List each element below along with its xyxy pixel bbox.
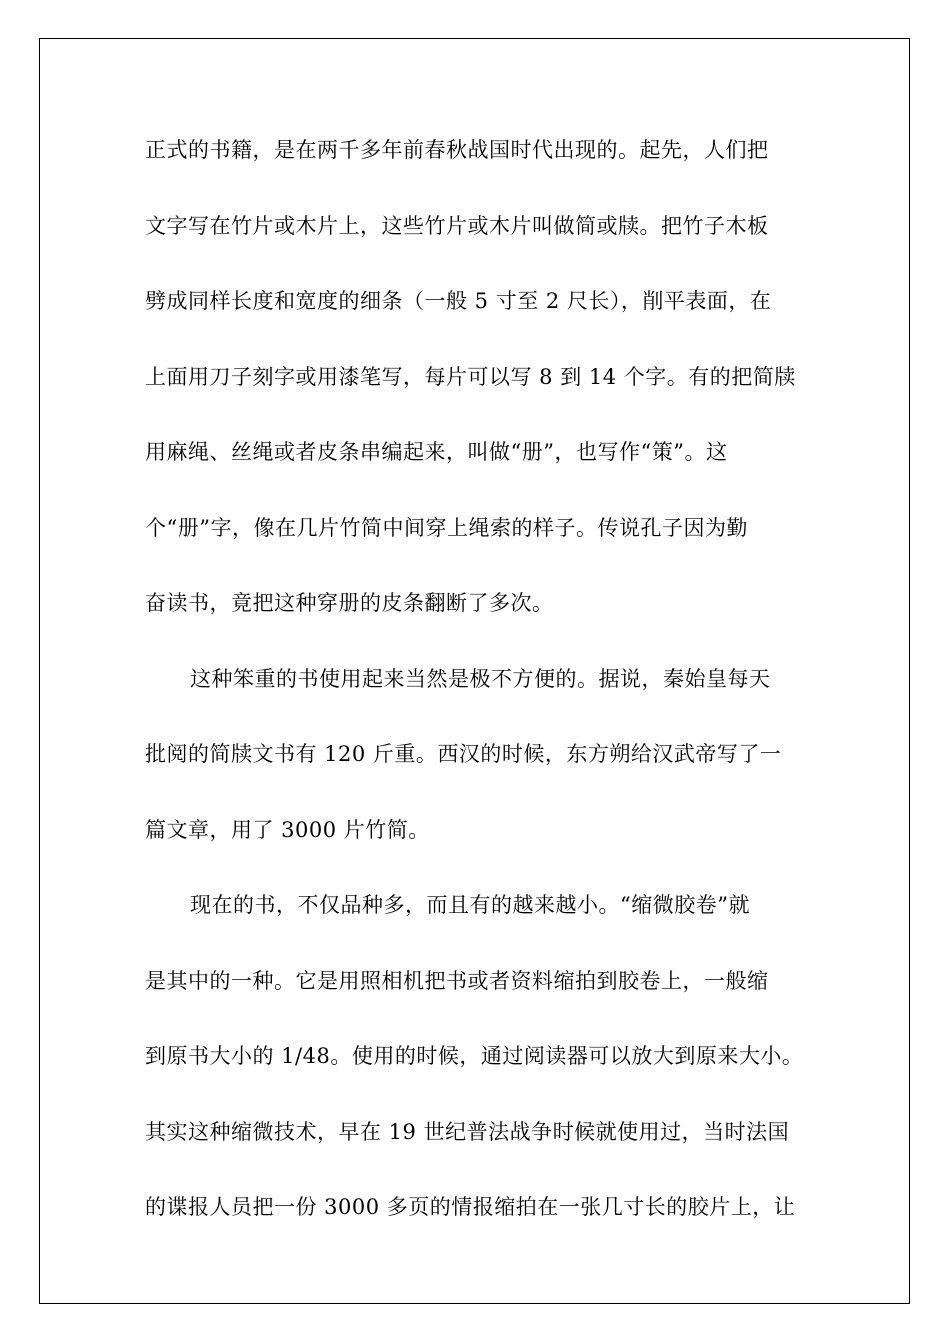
text-line-15: 的谍报人员把一份 3000 多页的情报缩拍在一张几寸长的胶片上，让 — [145, 1195, 796, 1219]
text-line-12: 是其中的一种。它是用照相机把书或者资料缩拍到胶卷上，一般缩 — [145, 968, 769, 993]
text-line-4: 上面用刀子刻字或用漆笔写，每片可以写 8 到 14 个字。有的把简牍 — [145, 364, 796, 389]
document-body — [145, 130, 825, 1263]
text-line-3: 劈成同样长度和宽度的细条（一般 5 寸至 2 尺长），削平表面，在 — [145, 289, 772, 313]
text-line-10: 篇文章，用了 3000 片竹简。 — [145, 817, 430, 842]
text-line-2: 文字写在竹片或木片上，这些竹片或木片叫做简或牍。把竹子木板 — [145, 213, 769, 238]
text-line-1: 正式的书籍，是在两千多年前春秋战国时代出现的。起先，人们把 — [145, 138, 769, 162]
text-line-11: 现在的书，不仅品种多，而且有的越来越小。“缩微胶卷”就 — [190, 893, 750, 917]
text-line-14: 其实这种缩微技术，早在 19 世纪普法战争时候就使用过，当时法国 — [145, 1119, 790, 1144]
text-line-9: 批阅的简牍文书有 120 斤重。西汉的时候，东方朔给汉武帝写了一 — [145, 742, 782, 766]
text-line-7: 奋读书，竟把这种穿册的皮条翻断了多次。 — [145, 591, 554, 615]
text-line-5: 用麻绳、丝绳或者皮条串编起来，叫做“册”，也写作“策”。这 — [145, 440, 728, 464]
text-line-6: 个“册”字，像在几片竹简中间穿上绳索的样子。传说孔子因为勤 — [145, 515, 748, 540]
text-line-13: 到原书大小的 1/48。使用的时候，通过阅读器可以放大到原来大小。 — [145, 1044, 804, 1068]
text-line-8: 这种笨重的书使用起来当然是极不方便的。据说，秦始皇每天 — [190, 666, 771, 691]
